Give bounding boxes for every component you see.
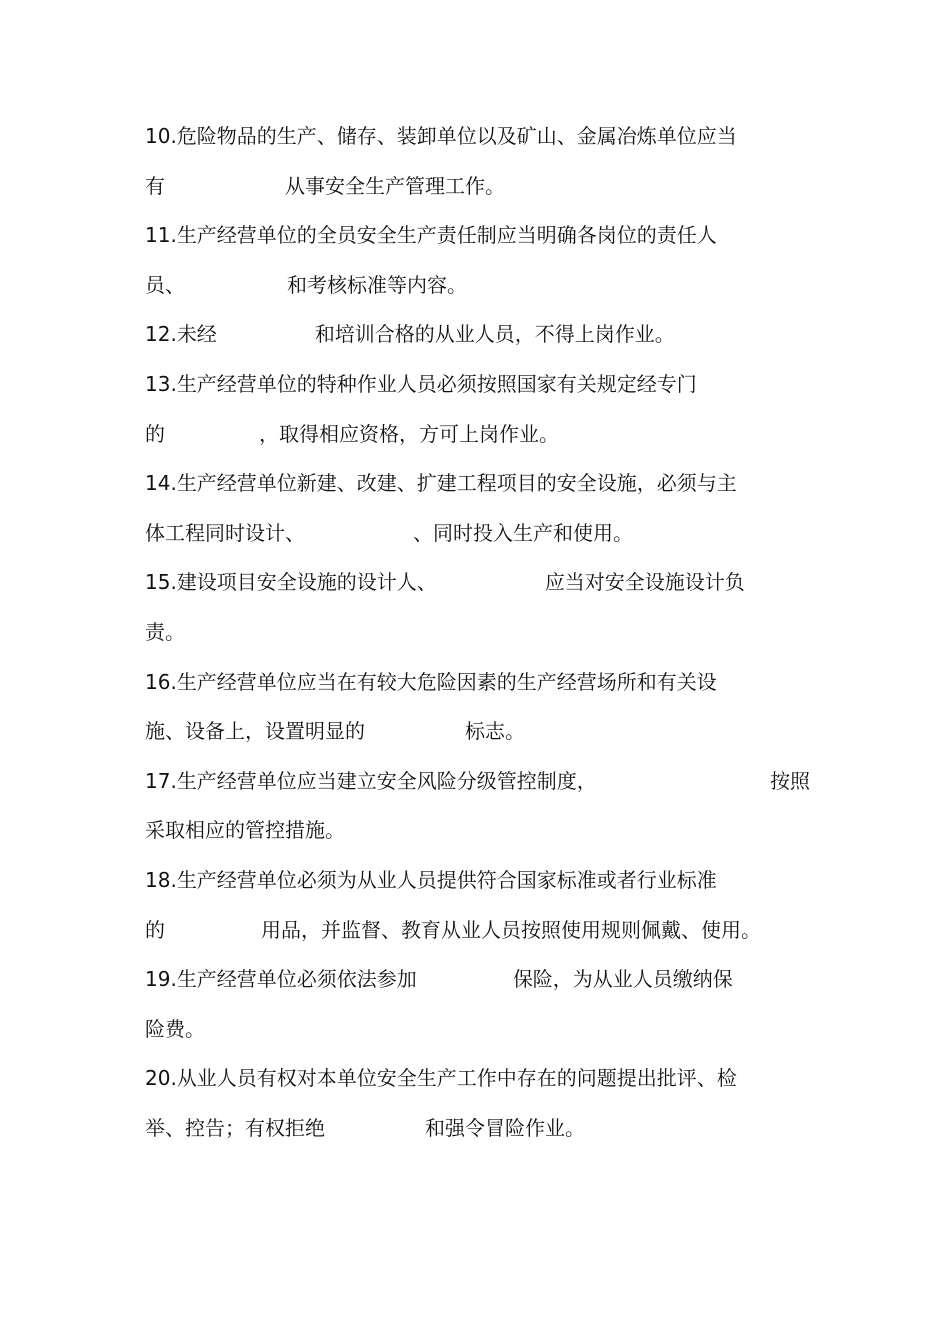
- question-text: 体工程同时设计、: [145, 520, 305, 545]
- question-text: 从事安全生产管理工作。: [285, 173, 505, 198]
- question-text: 有: [145, 173, 165, 198]
- question-15-line-1: [145, 558, 810, 608]
- question-number: 14.: [145, 471, 177, 496]
- question-10-line-2: [145, 162, 810, 212]
- question-14-line-2: [145, 509, 810, 559]
- question-12-line-1: [145, 310, 810, 360]
- question-18-line-1: [145, 856, 810, 906]
- question-number: 18.: [145, 867, 177, 892]
- question-text: 险费。: [145, 1016, 205, 1041]
- question-text: 用品，并监督、教育从业人员按照使用规则佩戴、使用。: [261, 917, 761, 942]
- question-text: 和考核标准等内容。: [287, 272, 467, 297]
- question-14-line-1: [145, 459, 810, 509]
- question-text: 员、: [145, 272, 185, 297]
- question-text: 生产经营单位应当建立安全风险分级管控制度，: [176, 768, 597, 793]
- question-17-line-2: [145, 806, 810, 856]
- question-13-line-2: [145, 410, 810, 460]
- question-list: [145, 112, 810, 1153]
- question-text: 保险，为从业人员缴纳保: [512, 967, 733, 992]
- question-text: 生产经营单位的特种作业人员必须按照国家有关规定经专门: [176, 371, 697, 396]
- question-number: 20.: [145, 1066, 177, 1091]
- question-15-line-2: [145, 608, 810, 658]
- question-text: 标志。: [465, 719, 525, 744]
- question-10-line-1: [145, 112, 810, 162]
- question-number: 11.: [145, 223, 177, 248]
- question-number: 12.: [145, 322, 177, 347]
- question-16-line-2: [145, 707, 810, 757]
- question-text: 建设项目安全设施的设计人、: [176, 570, 437, 595]
- question-text: 责。: [145, 619, 185, 644]
- question-text: 生产经营单位的全员安全生产责任制应当明确各岗位的责任人: [176, 223, 717, 248]
- question-11-line-2: [145, 261, 810, 311]
- question-20-line-1: [145, 1054, 810, 1104]
- question-number: 17.: [145, 768, 177, 793]
- question-number: 19.: [145, 967, 177, 992]
- question-text: 和强令冒险作业。: [425, 1115, 585, 1140]
- question-text: 按照: [770, 768, 810, 793]
- question-text: 生产经营单位新建、改建、扩建工程项目的安全设施，必须与主: [176, 471, 737, 496]
- question-text: 举、控告；有权拒绝: [145, 1115, 325, 1140]
- question-text: 生产经营单位应当在有较大危险因素的生产经营场所和有关设: [176, 669, 717, 694]
- question-19-line-2: [145, 1005, 810, 1055]
- question-text: 的: [145, 421, 165, 446]
- question-text: 生产经营单位必须依法参加: [176, 967, 417, 992]
- question-18-line-2: [145, 906, 810, 956]
- question-text: 生产经营单位必须为从业人员提供符合国家标准或者行业标准: [176, 867, 717, 892]
- question-number: 15.: [145, 570, 177, 595]
- question-text: 、同时投入生产和使用。: [413, 520, 633, 545]
- question-number: 13.: [145, 371, 177, 396]
- question-text: 和培训合格的从业人员，不得上岗作业。: [314, 322, 675, 347]
- question-text: 的: [145, 917, 165, 942]
- question-text: 应当对安全设施设计负: [544, 570, 745, 595]
- question-11-line-1: [145, 211, 810, 261]
- question-19-line-1: [145, 955, 810, 1005]
- question-16-line-1: [145, 658, 810, 708]
- question-text: 施、设备上，设置明显的: [145, 719, 365, 744]
- question-text: 未经: [176, 322, 217, 347]
- question-text: 采取相应的管控措施。: [145, 818, 345, 843]
- question-text: 从业人员有权对本单位安全生产工作中存在的问题提出批评、检: [176, 1066, 737, 1091]
- question-text-start: [145, 757, 597, 807]
- question-17-line-1: [145, 757, 810, 807]
- question-13-line-1: [145, 360, 810, 410]
- question-text: ，取得相应资格，方可上岗作业。: [259, 421, 559, 446]
- question-text: 危险物品的生产、储存、装卸单位以及矿山、金属冶炼单位应当: [176, 124, 737, 148]
- question-number: 16.: [145, 669, 177, 694]
- question-20-line-2: [145, 1104, 810, 1154]
- question-number: 10.: [145, 124, 177, 148]
